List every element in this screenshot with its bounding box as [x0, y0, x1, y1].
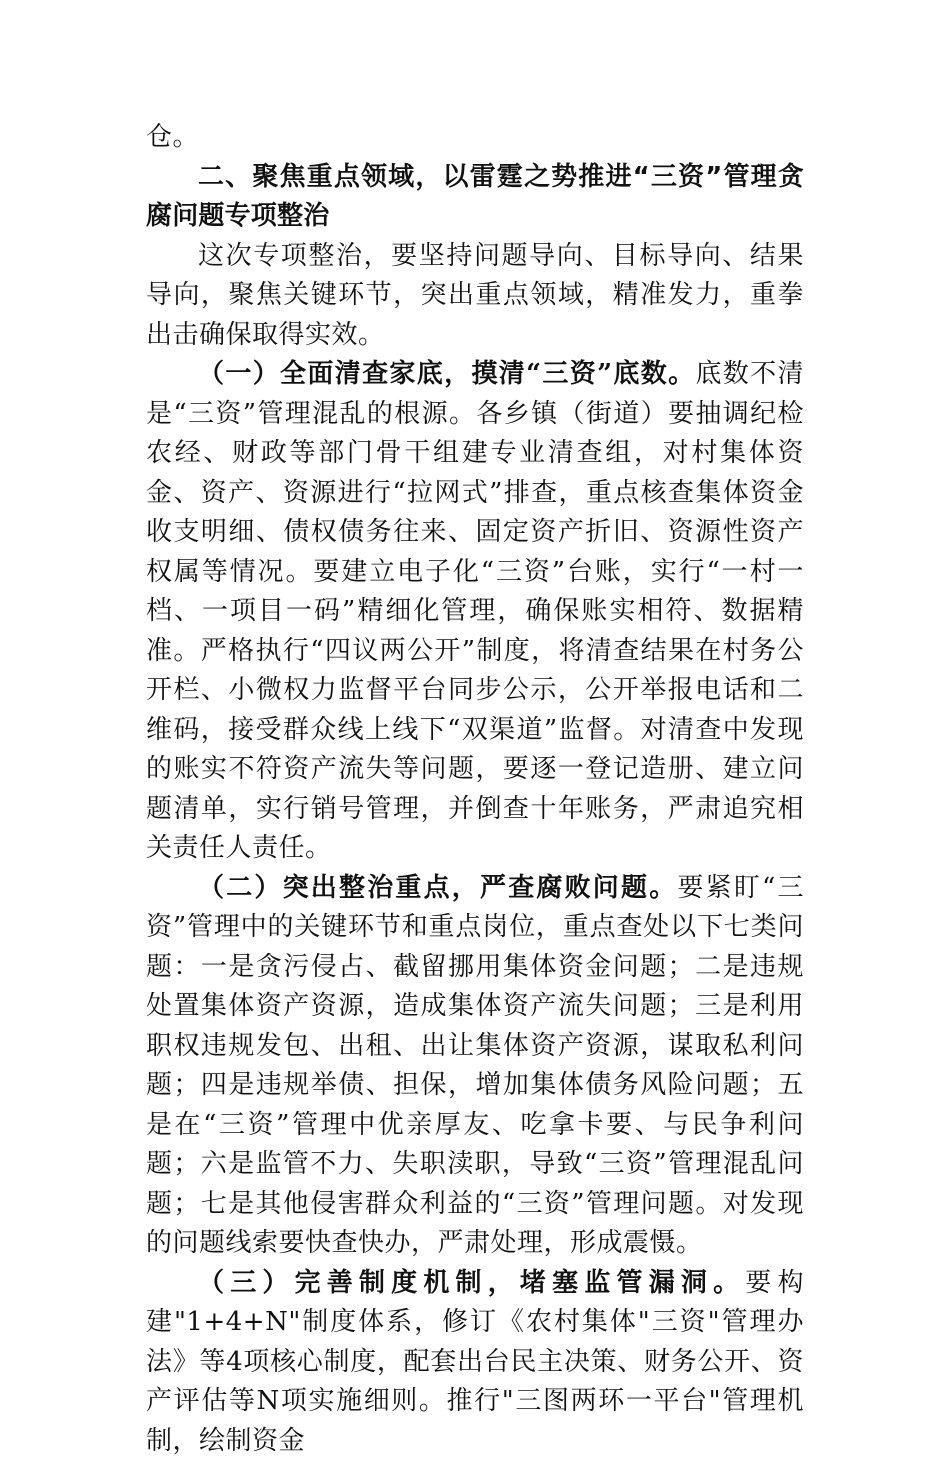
- section-heading: 二、聚焦重点领域，以雷霆之势推进“三资”管理贪腐问题专项整治: [146, 158, 804, 237]
- intro-paragraph: 这次专项整治，要坚持问题导向、目标导向、结果导向，聚焦关键环节，突出重点领域，精准发力，重拳出击确保取得实效。: [146, 237, 804, 356]
- item-1-body: 底数不清是“三资”管理混乱的根源。各乡镇（街道）要抽调纪检农经、财政等部门骨干组建专业清查组，对村集体资金、资产、资源进行“拉网式”排查，重点核查集体资金收支明细、债权债务往来、固定资产折旧、资源性资产权属等情况。要建立电子化“三资”台账，实行“一村一档、一项目一码”精细化管理，确保账实相符、数据精准。严格执行“四议两公开”制度，将清查结果在村务公开栏、小微权力监督平台同步公示，公开举报电话和二维码，接受群众线上线下“双渠道”监督。对清查中发现的账实不符资产流失等问题，要逐一登记造册、建立问题清单，实行销号管理，并倒查十年账务，严肃追究相关责任人责任。: [146, 359, 804, 863]
- item-2-heading: （二）突出整治重点，严查腐败问题。: [198, 873, 677, 903]
- continuation-text: 仓。: [146, 118, 804, 158]
- item-1-paragraph: [146, 355, 804, 869]
- item-3-heading: （三）完善制度机制，堵塞监管漏洞。: [198, 1268, 745, 1298]
- item-1-heading: （一）全面清查家底，摸清“三资”底数。: [198, 359, 695, 389]
- item-2-body: 要紧盯“三资”管理中的关键环节和重点岗位，重点查处以下七类问题：一是贪污侵占、截留挪用集体资金问题；二是违规处置集体资产资源，造成集体资产流失问题；三是利用职权违规发包、出租、出让集体资产资源，谋取私利问题；四是违规举债、担保，增加集体债务风险问题；五是在“三资”管理中优亲厚友、吃拿卡要、与民争利问题；六是监管不力、失职渎职，导致“三资”管理混乱问题；七是其他侵害群众利益的“三资”管理问题。对发现的问题线索要快查快办，严肃处理，形成震慑。: [146, 873, 804, 1259]
- item-3-body: 要构建"1+4+N"制度体系，修订《农村集体"三资"管理办法》等4项核心制度，配套出台民主决策、财务公开、资产评估等N项实施细则。推行"三图两环一平台"管理机制，绘制资金: [146, 1268, 804, 1456]
- item-3-paragraph: [146, 1264, 804, 1461]
- item-2-paragraph: [146, 869, 804, 1264]
